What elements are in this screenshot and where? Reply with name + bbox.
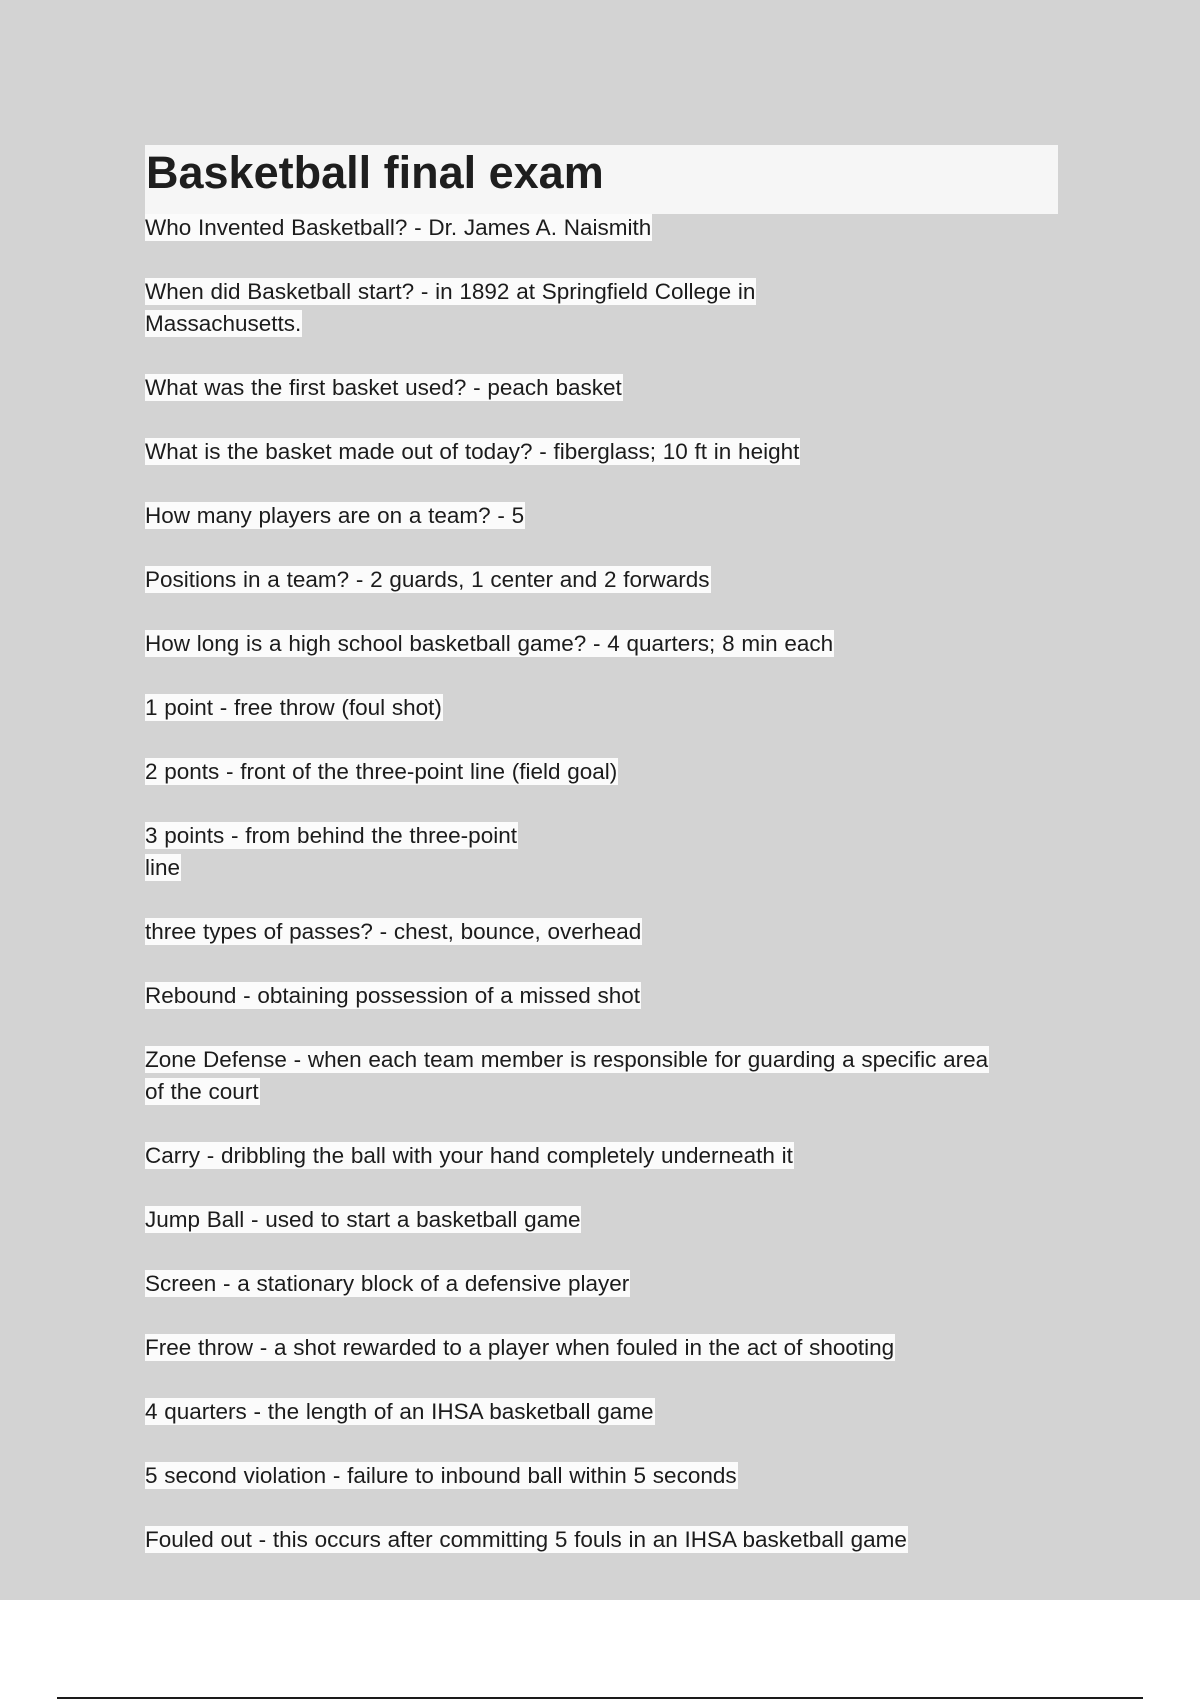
qa-text-line-2: of the court <box>145 1079 259 1104</box>
list-item <box>145 1524 1065 1556</box>
qa-text: 1 point - free throw (foul shot) <box>145 695 442 720</box>
list-item <box>145 916 1065 948</box>
qa-text-line-2: line <box>145 855 181 880</box>
list-item <box>145 980 1065 1012</box>
qa-text: Fouled out - this occurs after committing 5 fouls in an IHSA basketball game <box>145 1527 907 1552</box>
footer-divider <box>57 1697 1143 1699</box>
qa-text: 5 second violation - failure to inbound ball within 5 seconds <box>145 1463 737 1488</box>
qa-text: How many players are on a team? - 5 <box>145 503 525 528</box>
list-item <box>145 212 1065 244</box>
list-item <box>145 1460 1065 1492</box>
list-item <box>145 276 1065 340</box>
qa-text-line-1: Zone Defense - when each team member is responsible for guarding a specific area <box>145 1047 989 1072</box>
list-item <box>145 1204 1065 1236</box>
qa-text: What is the basket made out of today? - fiberglass; 10 ft in height <box>145 439 800 464</box>
list-item <box>145 628 1065 660</box>
qa-list <box>145 212 1065 1588</box>
qa-text-line-1: 3 points - from behind the three-point <box>145 823 517 848</box>
list-item <box>145 1268 1065 1300</box>
qa-text: Screen - a stationary block of a defensive player <box>145 1271 630 1296</box>
qa-text: Jump Ball - used to start a basketball game <box>145 1207 581 1232</box>
list-item <box>145 436 1065 468</box>
page-title: Basketball final exam <box>146 147 604 198</box>
qa-text: Rebound - obtaining possession of a missed shot <box>145 983 641 1008</box>
qa-text: How long is a high school basketball game? - 4 quarters; 8 min each <box>145 631 834 656</box>
list-item <box>145 692 1065 724</box>
qa-text: Positions in a team? - 2 guards, 1 center and 2 forwards <box>145 567 710 592</box>
list-item <box>145 756 1065 788</box>
list-item <box>145 1396 1065 1428</box>
list-item <box>145 1044 1065 1108</box>
list-item <box>145 1332 1065 1364</box>
qa-text: Who Invented Basketball? - Dr. James A. Naismith <box>145 215 652 240</box>
list-item <box>145 820 1065 884</box>
qa-text: Free throw - a shot rewarded to a player when fouled in the act of shooting <box>145 1335 895 1360</box>
qa-text: 2 ponts - front of the three-point line (field goal) <box>145 759 618 784</box>
qa-text: What was the first basket used? - peach basket <box>145 375 622 400</box>
qa-text-line-2: Massachusetts. <box>145 311 302 336</box>
qa-text: Carry - dribbling the ball with your hand completely underneath it <box>145 1143 793 1168</box>
qa-text: 4 quarters - the length of an IHSA basketball game <box>145 1399 654 1424</box>
list-item <box>145 1140 1065 1172</box>
list-item <box>145 372 1065 404</box>
qa-text: three types of passes? - chest, bounce, overhead <box>145 919 642 944</box>
qa-text-line-1: When did Basketball start? - in 1892 at Springfield College in <box>145 279 756 304</box>
list-item <box>145 500 1065 532</box>
list-item <box>145 564 1065 596</box>
